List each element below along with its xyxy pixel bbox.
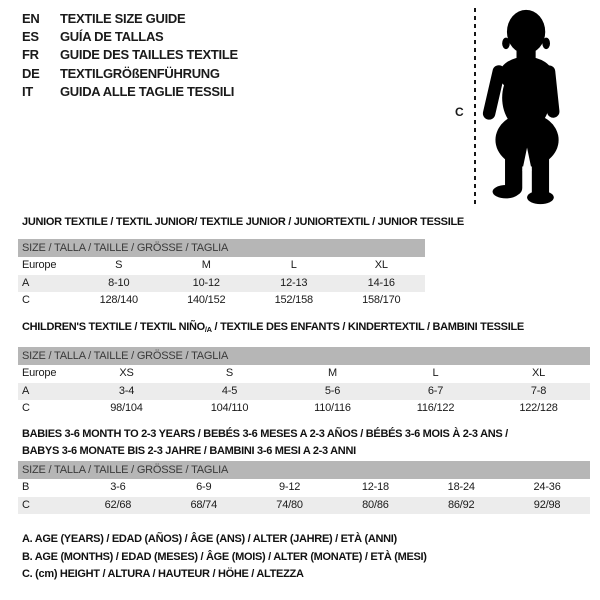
size-cell: 6-9	[196, 481, 212, 493]
language-row	[22, 27, 238, 45]
junior-size-table	[18, 239, 425, 310]
table-row	[18, 497, 590, 515]
title-text: / TEXTILE DES ENFANTS / KINDERTEXTIL / BAMBINI TESSILE	[211, 321, 524, 333]
size-cell: 6-7	[427, 384, 444, 397]
legend-line-c: C. (cm) HEIGHT / ALTURA / HAUTEUR / HÖHE / ALTEZZA	[22, 568, 304, 581]
size-cell: 92/98	[533, 498, 561, 511]
size-cell: 3-6	[110, 481, 126, 493]
size-cell: 86/92	[447, 498, 475, 511]
size-cell: 14-16	[367, 276, 395, 289]
size-cell: 5-6	[324, 384, 341, 397]
size-cell: 18-24	[447, 481, 475, 493]
title-line: BABYS 3-6 MONATE BIS 2-3 JAHRE / BAMBINI 3-6 MESI A 2-3 ANNI	[22, 444, 356, 457]
title-line: BABIES 3-6 MONTH TO 2-3 YEARS / BEBÉS 3-6 MESES A 2-3 AÑOS / BÉBÉS 3-6 MOIS À 2-3 ANS /	[22, 428, 508, 440]
section-title-babies	[22, 426, 508, 459]
size-cell: XS	[119, 367, 134, 379]
row-label: C	[22, 402, 30, 414]
title-text: CHILDREN'S TEXTILE / TEXTIL NIÑO	[22, 321, 205, 333]
guide-title: GUIDA ALLE TAGLIE TESSILI	[60, 84, 235, 100]
size-cell: 140/152	[187, 294, 226, 306]
size-cell: S	[115, 259, 123, 271]
table-row	[18, 275, 425, 293]
size-cell: S	[225, 367, 234, 379]
title-subscript: /A	[204, 325, 212, 334]
language-row	[22, 46, 238, 64]
section-title-children	[22, 321, 524, 334]
size-cell: 12-18	[361, 481, 389, 493]
size-cell: L	[290, 259, 297, 271]
table-row	[18, 365, 590, 383]
size-cell: 158/170	[362, 294, 401, 306]
guide-title: TEXTILE SIZE GUIDE	[60, 10, 186, 26]
language-title-list	[22, 9, 238, 101]
row-label: Europe	[22, 259, 57, 271]
baby-silhouette-icon	[480, 6, 576, 207]
size-cell: 3-4	[118, 384, 135, 397]
size-cell: 116/122	[416, 402, 455, 414]
size-header-bar: SIZE / TALLA / TAILLE / GRÖSSE / TAGLIA	[18, 347, 590, 365]
section-title-junior: JUNIOR TEXTILE / TEXTIL JUNIOR/ TEXTILE JUNIOR / JUNIORTEXTIL / JUNIOR TESSILE	[22, 216, 464, 228]
row-label: B	[22, 481, 30, 493]
measurement-legend	[22, 531, 427, 584]
size-cell: 9-12	[278, 481, 301, 493]
size-cell: 68/74	[190, 498, 217, 511]
size-cell: XL	[531, 367, 546, 379]
size-cell: 62/68	[104, 498, 132, 511]
size-header-bar: SIZE / TALLA / TAILLE / GRÖSSE / TAGLIA	[18, 239, 425, 257]
children-size-table	[18, 347, 590, 418]
language-row	[22, 83, 238, 101]
table-row	[18, 400, 590, 418]
guide-title: GUIDE DES TAILLES TEXTILE	[60, 47, 238, 63]
size-cell: 122/128	[519, 402, 558, 414]
legend-line-b: B. AGE (MONTHS) / EDAD (MESES) / ÂGE (MOIS) / ALTER (MONATE) / ETÀ (MESI)	[22, 550, 427, 563]
size-cell: M	[328, 367, 337, 379]
size-cell: 104/110	[210, 402, 249, 414]
size-cell: L	[432, 367, 439, 379]
size-cell: 7-8	[530, 384, 547, 397]
height-measure-label: C	[455, 105, 464, 119]
size-cell: 24-36	[533, 481, 561, 493]
row-label: C	[22, 498, 30, 511]
table-row	[18, 383, 590, 401]
size-cell: 8-10	[108, 276, 130, 289]
size-cell: XL	[374, 259, 388, 271]
size-cell: 4-5	[221, 384, 238, 397]
row-label: A	[22, 384, 30, 397]
table-row	[18, 292, 425, 310]
row-label: A	[22, 276, 30, 289]
size-cell: 74/80	[276, 498, 303, 511]
size-cell: 128/140	[99, 294, 138, 306]
size-header-bar: SIZE / TALLA / TAILLE / GRÖSSE / TAGLIA	[18, 461, 590, 479]
language-code: DE	[22, 65, 40, 81]
babies-size-table	[18, 461, 590, 514]
language-code: EN	[22, 10, 40, 26]
row-label: Europe	[22, 367, 57, 379]
language-row	[22, 9, 238, 27]
language-code: IT	[22, 84, 33, 100]
size-cell: 152/158	[274, 294, 313, 306]
guide-title: GUÍA DE TALLAS	[60, 29, 164, 45]
size-cell: 98/104	[110, 402, 143, 414]
size-cell: 80/86	[362, 498, 389, 511]
table-row	[18, 479, 590, 497]
legend-line-a: A. AGE (YEARS) / EDAD (AÑOS) / ÂGE (ANS) / ALTER (JAHRE) / ETÀ (ANNI)	[22, 533, 397, 545]
language-code: FR	[22, 47, 39, 63]
table-row	[18, 257, 425, 275]
size-cell: 12-13	[280, 276, 308, 289]
size-cell: M	[201, 259, 211, 271]
height-measure-dashed-line	[474, 8, 476, 207]
row-label: C	[22, 294, 30, 306]
size-cell: 110/116	[314, 402, 351, 414]
size-cell: 10-12	[192, 276, 220, 289]
language-code: ES	[22, 29, 39, 45]
guide-title: TEXTILGRÖßENFÜHRUNG	[60, 65, 220, 81]
language-row	[22, 64, 238, 82]
